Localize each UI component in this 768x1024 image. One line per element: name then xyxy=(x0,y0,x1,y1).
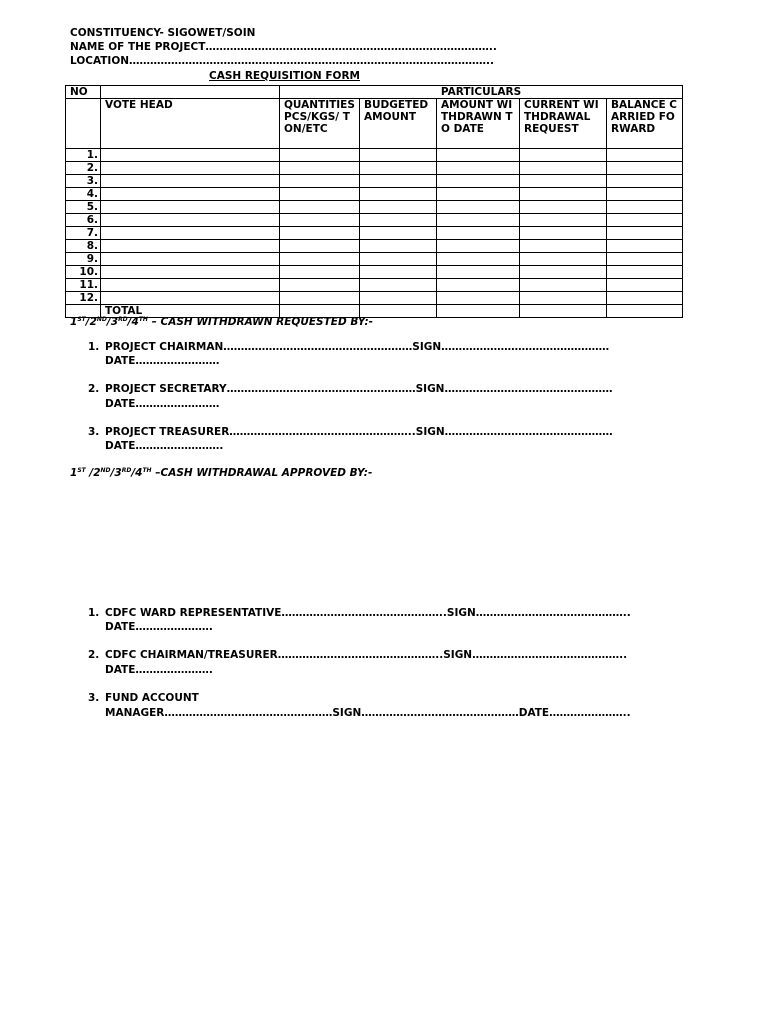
quantity-cell xyxy=(280,240,360,253)
requested-by-heading xyxy=(70,316,373,329)
vote-head-cell xyxy=(101,253,280,266)
balance-cell xyxy=(607,201,683,214)
ordinal-1: 1 xyxy=(70,316,78,328)
balance-cell xyxy=(607,253,683,266)
col-balance-header: BALANCE CARRIED FORWARD xyxy=(607,99,683,149)
item-text: PROJECT CHAIRMAN………………………………………………SIGN………………………………………… xyxy=(105,341,610,353)
budgeted-cell xyxy=(360,292,437,305)
row-number: 3. xyxy=(66,175,101,188)
current-cell xyxy=(520,266,607,279)
balance-cell xyxy=(607,175,683,188)
col-particulars-header: PARTICULARS xyxy=(280,86,683,99)
vote-head-cell xyxy=(101,266,280,279)
vote-head-cell xyxy=(101,162,280,175)
quantity-cell xyxy=(280,253,360,266)
current-cell xyxy=(520,175,607,188)
ordinal-2-suffix: ND xyxy=(100,467,111,474)
budgeted-cell xyxy=(360,214,437,227)
budgeted-cell xyxy=(360,201,437,214)
quantity-cell xyxy=(280,279,360,292)
budgeted-cell xyxy=(360,240,437,253)
empty-header-cell xyxy=(101,86,280,99)
item-number: 1. xyxy=(88,607,100,619)
budgeted-cell xyxy=(360,175,437,188)
ordinal-3: /3 xyxy=(110,467,122,479)
quantity-cell xyxy=(280,227,360,240)
withdrawn-cell xyxy=(437,253,520,266)
row-number: 11. xyxy=(66,279,101,292)
balance-cell xyxy=(607,279,683,292)
approved-by-heading xyxy=(70,467,372,480)
withdrawn-cell xyxy=(437,201,520,214)
requested-item-chairman xyxy=(88,340,609,354)
project-name-line: NAME OF THE PROJECT……………………………………………………………………….. xyxy=(70,41,497,53)
quantity-cell xyxy=(280,188,360,201)
item-number: 3. xyxy=(88,426,100,438)
current-cell xyxy=(520,162,607,175)
constituency-line: CONSTITUENCY- SIGOWET/SOIN xyxy=(70,27,256,39)
table-row xyxy=(66,266,683,279)
col-withdrawn-header: AMOUNT WITHDRAWN TO DATE xyxy=(437,99,520,149)
col-no-header: NO xyxy=(66,86,101,99)
budgeted-cell xyxy=(360,253,437,266)
current-cell xyxy=(520,227,607,240)
quantity-cell xyxy=(280,175,360,188)
item-number: 2. xyxy=(88,383,100,395)
budgeted-cell xyxy=(360,266,437,279)
row-number: 9. xyxy=(66,253,101,266)
current-cell xyxy=(520,149,607,162)
withdrawn-cell xyxy=(437,175,520,188)
item-number: 2. xyxy=(88,649,100,661)
requested-item-treasurer xyxy=(88,425,613,439)
total-withdrawn-cell xyxy=(437,305,520,318)
quantity-cell xyxy=(280,266,360,279)
current-cell xyxy=(520,214,607,227)
vote-head-cell xyxy=(101,227,280,240)
quantity-cell xyxy=(280,201,360,214)
withdrawn-cell xyxy=(437,227,520,240)
vote-head-cell xyxy=(101,292,280,305)
col-current-header: CURRENT WITHDRAWAL REQUEST xyxy=(520,99,607,149)
quantity-cell xyxy=(280,149,360,162)
requested-secretary-date: DATE…………………… xyxy=(105,398,220,410)
row-number: 2. xyxy=(66,162,101,175)
table-row xyxy=(66,175,683,188)
item-text: FUND ACCOUNT xyxy=(105,692,199,704)
balance-cell xyxy=(607,162,683,175)
approved-ward-rep-date: DATE…………………. xyxy=(105,621,213,633)
row-number: 7. xyxy=(66,227,101,240)
ordinal-3-suffix: RD xyxy=(121,467,132,474)
row-number: 8. xyxy=(66,240,101,253)
withdrawn-cell xyxy=(437,266,520,279)
table-row xyxy=(66,292,683,305)
approved-item-fund-manager xyxy=(88,691,199,705)
current-cell xyxy=(520,240,607,253)
current-cell xyxy=(520,201,607,214)
cash-requisition-table xyxy=(65,85,683,318)
balance-cell xyxy=(607,292,683,305)
budgeted-cell xyxy=(360,149,437,162)
balance-cell xyxy=(607,227,683,240)
withdrawn-cell xyxy=(437,214,520,227)
item-text: CDFC WARD REPRESENTATIVE………………………………………..SIGN…………………………………….. xyxy=(105,607,631,619)
ordinal-4: /4 xyxy=(127,316,139,328)
ordinal-1-suffix: ST xyxy=(77,316,86,323)
withdrawn-cell xyxy=(437,149,520,162)
current-cell xyxy=(520,292,607,305)
vote-head-cell xyxy=(101,175,280,188)
table-row xyxy=(66,227,683,240)
col-quantities-header: QUANTITIES PCS/KGS/ TON/ETC xyxy=(280,99,360,149)
table-row xyxy=(66,240,683,253)
row-number: 1. xyxy=(66,149,101,162)
balance-cell xyxy=(607,149,683,162)
ordinal-2: /2 xyxy=(85,316,97,328)
ordinal-3: /3 xyxy=(106,316,119,328)
table-row xyxy=(66,149,683,162)
balance-cell xyxy=(607,240,683,253)
item-number: 3. xyxy=(88,692,100,704)
ordinal-4: /4 xyxy=(131,467,143,479)
col-budgeted-header: BUDGETED AMOUNT xyxy=(360,99,437,149)
balance-cell xyxy=(607,214,683,227)
withdrawn-cell xyxy=(437,292,520,305)
total-current-cell xyxy=(520,305,607,318)
withdrawn-cell xyxy=(437,240,520,253)
table-row xyxy=(66,201,683,214)
header-row-2 xyxy=(66,99,683,149)
empty-header-cell xyxy=(66,99,101,149)
row-number: 12. xyxy=(66,292,101,305)
approved-heading-text: –CASH WITHDRAWAL APPROVED BY:- xyxy=(151,467,373,479)
row-number: 6. xyxy=(66,214,101,227)
table-row xyxy=(66,253,683,266)
table-row xyxy=(66,188,683,201)
ordinal-3-suffix: RD xyxy=(118,316,128,323)
budgeted-cell xyxy=(360,279,437,292)
approved-item-chairman-treasurer xyxy=(88,648,627,662)
current-cell xyxy=(520,279,607,292)
header-row-1 xyxy=(66,86,683,99)
item-text: PROJECT TREASURER……………………………………………..SIGN………………………………………… xyxy=(105,426,613,438)
table-row xyxy=(66,162,683,175)
total-label: TOTAL xyxy=(101,305,280,318)
requested-heading-text: – CASH WITHDRAWN REQUESTED BY:- xyxy=(147,316,373,328)
withdrawn-cell xyxy=(437,279,520,292)
ordinal-4-suffix: TH xyxy=(138,316,148,323)
total-balance-cell xyxy=(607,305,683,318)
budgeted-cell xyxy=(360,227,437,240)
ordinal-1-suffix: ST xyxy=(77,467,86,474)
row-number: 10. xyxy=(66,266,101,279)
form-title: CASH REQUISITION FORM xyxy=(209,70,360,82)
vote-head-cell xyxy=(101,188,280,201)
table-row xyxy=(66,214,683,227)
quantity-cell xyxy=(280,292,360,305)
approved-item-ward-rep xyxy=(88,606,631,620)
table-row xyxy=(66,279,683,292)
vote-head-cell xyxy=(101,214,280,227)
row-number: 4. xyxy=(66,188,101,201)
budgeted-cell xyxy=(360,162,437,175)
item-number: 1. xyxy=(88,341,100,353)
quantity-cell xyxy=(280,162,360,175)
approved-chairman-treasurer-date: DATE…………………. xyxy=(105,664,213,676)
current-cell xyxy=(520,188,607,201)
requested-chairman-date: DATE…………………… xyxy=(105,355,220,367)
ordinal-1: 1 xyxy=(70,467,78,479)
budgeted-cell xyxy=(360,188,437,201)
ordinal-4-suffix: TH xyxy=(142,467,152,474)
item-text: PROJECT SECRETARY………………………………………………SIGN………………………………………… xyxy=(105,383,613,395)
ordinal-2-suffix: ND xyxy=(96,316,107,323)
balance-cell xyxy=(607,188,683,201)
item-text: CDFC CHAIRMAN/TREASURER………………………………………..SIGN…………………………………….. xyxy=(105,649,628,661)
quantity-cell xyxy=(280,214,360,227)
withdrawn-cell xyxy=(437,188,520,201)
current-cell xyxy=(520,253,607,266)
requested-treasurer-date: DATE……………………. xyxy=(105,440,224,452)
vote-head-cell xyxy=(101,279,280,292)
ordinal-2: /2 xyxy=(85,467,101,479)
vote-head-cell xyxy=(101,149,280,162)
col-vote-head-header: VOTE HEAD xyxy=(101,99,280,149)
requested-item-secretary xyxy=(88,382,612,396)
row-number: 5. xyxy=(66,201,101,214)
withdrawn-cell xyxy=(437,162,520,175)
vote-head-cell xyxy=(101,240,280,253)
approved-fund-manager-line: MANAGER…………………………………………SIGN………………………………………DATE………………….. xyxy=(105,707,631,719)
location-line: LOCATION………………………………………………………………………………………….. xyxy=(70,55,495,67)
balance-cell xyxy=(607,266,683,279)
vote-head-cell xyxy=(101,201,280,214)
